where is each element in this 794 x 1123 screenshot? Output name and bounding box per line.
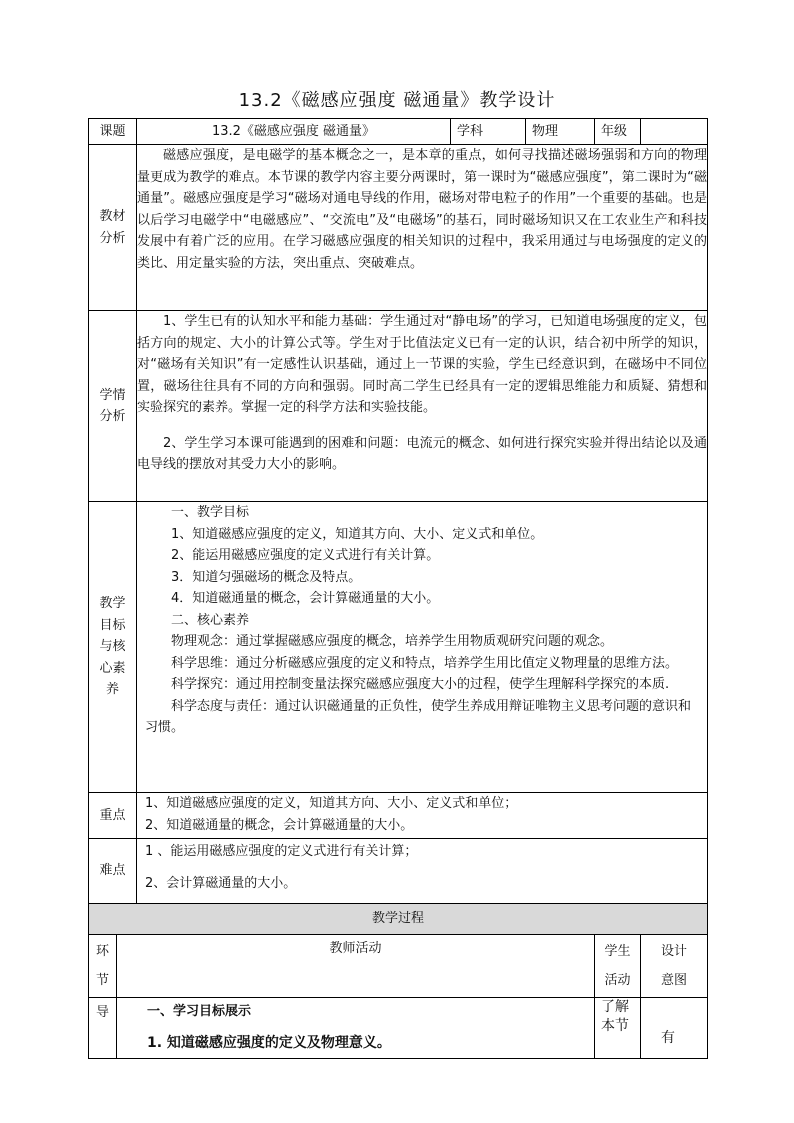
stage-header [89,935,117,998]
goals-line: 科学探究：通过用控制变量法探究磁感应强度大小的过程，使学生理解科学探究的本质. [171,677,670,692]
goals-row [89,502,708,793]
goals-label-line: 心素 [99,660,126,676]
material-row [89,145,708,311]
student-activity-header [595,935,641,998]
grade-label: 年级 [595,119,641,145]
goals-line: 一、教学目标 [171,505,250,520]
process-item: 1. 知道磁感应强度的定义及物理意义。 [147,1034,391,1051]
stage-cell: 导 [89,998,117,1059]
goals-line: 物理观念：通过掌握磁感应强度的概念，培养学生用物质观研究问题的观念。 [171,634,614,649]
material-label [89,145,137,311]
process-row [89,998,708,1059]
material-label-line: 教材 [99,209,126,224]
goals-label-line: 目标 [99,617,126,633]
goals-line: 4．知道磁通量的概念，会计算磁通量的大小。 [171,591,440,606]
students-paragraph-1: 1、学生已有的认知水平和能力基础：学生通过对“静电场”的学习，已知道电场强度的定义，包括方向的规定、大小的计算公式等。学生对于比值法定义已有一定的认识，结合初中所学的知识，对“磁场有关知识”有一定感性认识基础，通过上一节课的实验，学生已经意识到，在磁场中不同位置，磁场往往具有不同的方向和强弱。同时高二学生已经具有一定的逻辑思维能力和质疑、猜想和实验探究的素养。掌握一定的科学方法和实验技能。 [137,314,708,415]
subject-label: 学科 [451,119,526,145]
design-intent-header-line: 设计 [661,944,688,959]
students-label-line: 学情 [99,387,126,403]
key-points-label: 重点 [89,793,137,839]
stage-header-line: 环 [95,944,109,959]
key-points-text [137,793,708,839]
goals-label [89,502,137,793]
student-activity-line: 本节 [601,1018,630,1034]
design-intent-header-line: 意图 [661,973,688,988]
lesson-plan-table [88,118,708,1059]
goals-label-line: 养 [106,682,120,698]
difficult-label: 难点 [89,839,137,904]
process-title-row [89,904,708,935]
difficult-text [137,839,708,904]
topic-value: 13.2《磁感应强度 磁通量》 [137,119,451,145]
student-activity-header-line: 活动 [604,973,631,988]
student-activity-line: 了解 [601,999,630,1015]
student-activity-cell [595,998,641,1059]
key-point-line: 2、知道磁通量的概念，会计算磁通量的大小。 [145,817,414,833]
goals-label-line: 教学 [99,596,126,612]
goals-line: 科学思维：通过分析磁感应强度的定义和特点，培养学生用比值定义物理量的思维方法。 [171,655,679,671]
process-header-row [89,935,708,998]
difficult-row [89,839,708,904]
material-label-line: 分析 [99,230,126,246]
student-activity-header-line: 学生 [604,944,631,959]
stage-header-line: 节 [95,973,109,988]
goals-text [137,502,708,793]
key-points-row [89,793,708,839]
students-label-line: 分析 [99,409,126,424]
header-row [89,119,708,145]
topic-label: 课题 [89,119,137,145]
design-intent-header [641,935,708,998]
teacher-activity-header: 教师活动 [117,935,595,998]
students-text [137,311,708,502]
teacher-activity-cell [117,998,595,1059]
page-title: 13.2《磁感应强度 磁通量》教学设计 [238,90,556,111]
goals-line: 科学态度与责任：通过认识磁通量的正负性，使学生养成用辩证唯物主义思考问题的意识和习惯。 [145,698,692,735]
material-text: 磁感应强度，是电磁学的基本概念之一，是本章的重点，如何寻找描述磁场强弱和方向的物理量更成为教学的难点。本节课的教学内容主要分两课时，第一课时为“磁感应强度”，第二课时为“磁通量”。磁感应强度是学习“磁场对通电导线的作用，磁场对带电粒子的作用”一个重要的基础。也是以后学习电磁学中“电磁感应”、“交流电”及“电磁场”的基石，同时磁场知识又在工农业生产和科技发展中有着广泛的应用。在学习磁感应强度的相关知识的过程中，我采用通过与电场强度的定义的类比、用定量实验的方法，突出重点、突破难点。 [137,145,708,311]
students-paragraph-2: 2、学生学习本课可能遇到的困难和问题：电流元的概念、如何进行探究实验并得出结论以及通电导线的摆放对其受力大小的影响。 [137,435,708,472]
goals-line: 二、核心素养 [171,612,250,628]
students-row [89,311,708,502]
goals-line: 3．知道匀强磁场的概念及特点。 [171,569,362,585]
process-heading: 一、学习目标展示 [147,1004,252,1019]
grade-value [641,119,708,145]
key-point-line: 1、知道磁感应强度的定义，知道其方向、大小、定义式和单位； [145,796,518,811]
subject-value: 物理 [526,119,595,145]
difficult-line: 1 、能运用磁感应强度的定义式进行有关计算； [145,844,418,859]
goals-label-line: 与核 [99,639,126,655]
difficult-line: 2、会计算磁通量的大小。 [145,875,297,891]
students-label [89,311,137,502]
goals-line: 2、能运用磁感应强度的定义式进行有关计算。 [171,548,440,563]
process-title: 教学过程 [89,904,708,935]
design-intent-cell: 有 [641,998,708,1059]
goals-line: 1、知道磁感应强度的定义，知道其方向、大小、定义式和单位。 [171,526,544,542]
